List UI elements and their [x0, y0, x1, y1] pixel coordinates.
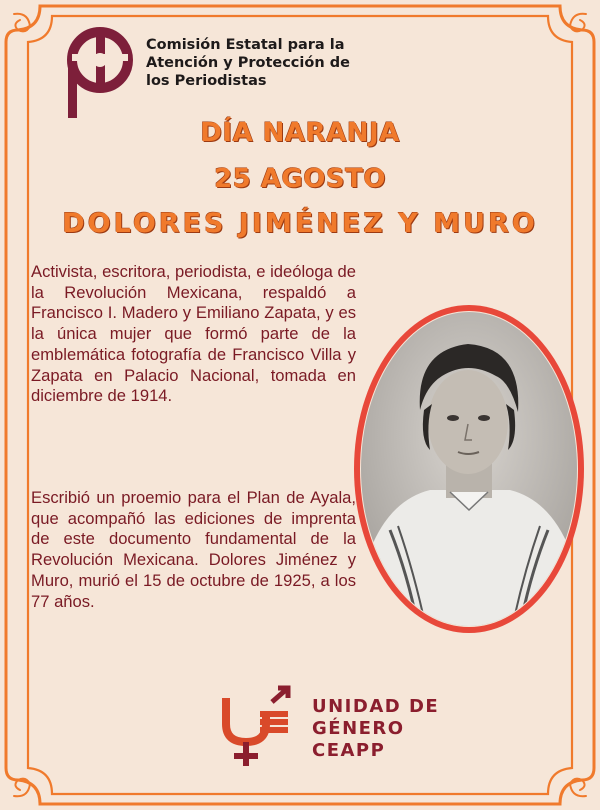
organization-name-line: Atención y Protección de [146, 55, 350, 71]
organization-name [146, 36, 466, 90]
footer [216, 684, 456, 770]
gender-symbol-icon [216, 684, 296, 770]
title-date: 25 AGOSTO [214, 164, 386, 194]
biography-paragraph-1: Activista, escritora, periodista, e ideóloga de la Revolución Mexicana, respaldó a Francisco I. Madero y Emiliano Zapata, y es la única mujer que formó parte de la emblemática fotografía de Francisco Villa y Zapata en Palacio Nacional, tomada en diciembre de 1914. [31, 262, 356, 406]
footer-line: UNIDAD DE [312, 696, 440, 717]
footer-line: GÉNERO [312, 718, 405, 739]
footer-unit-name [312, 696, 439, 762]
portrait-photo [350, 300, 588, 638]
footer-line: CEAPP [312, 740, 386, 761]
header [60, 24, 540, 124]
ceapp-logo-icon [60, 24, 138, 120]
organization-name-line: Comisión Estatal para la [146, 37, 345, 53]
title-day: DÍA NARANJA [200, 118, 400, 148]
title-name: DOLORES JIMÉNEZ Y MURO [62, 208, 538, 239]
biography-paragraph-2: Escribió un proemio para el Plan de Ayala, que acompañó las ediciones de imprenta de este documento fundamental de la Revolución Mexicana. Dolores Jiménez y Muro, murió el 15 de octubre de 1925, a los 77 años. [31, 488, 356, 611]
organization-name-line: los Periodistas [146, 73, 267, 89]
